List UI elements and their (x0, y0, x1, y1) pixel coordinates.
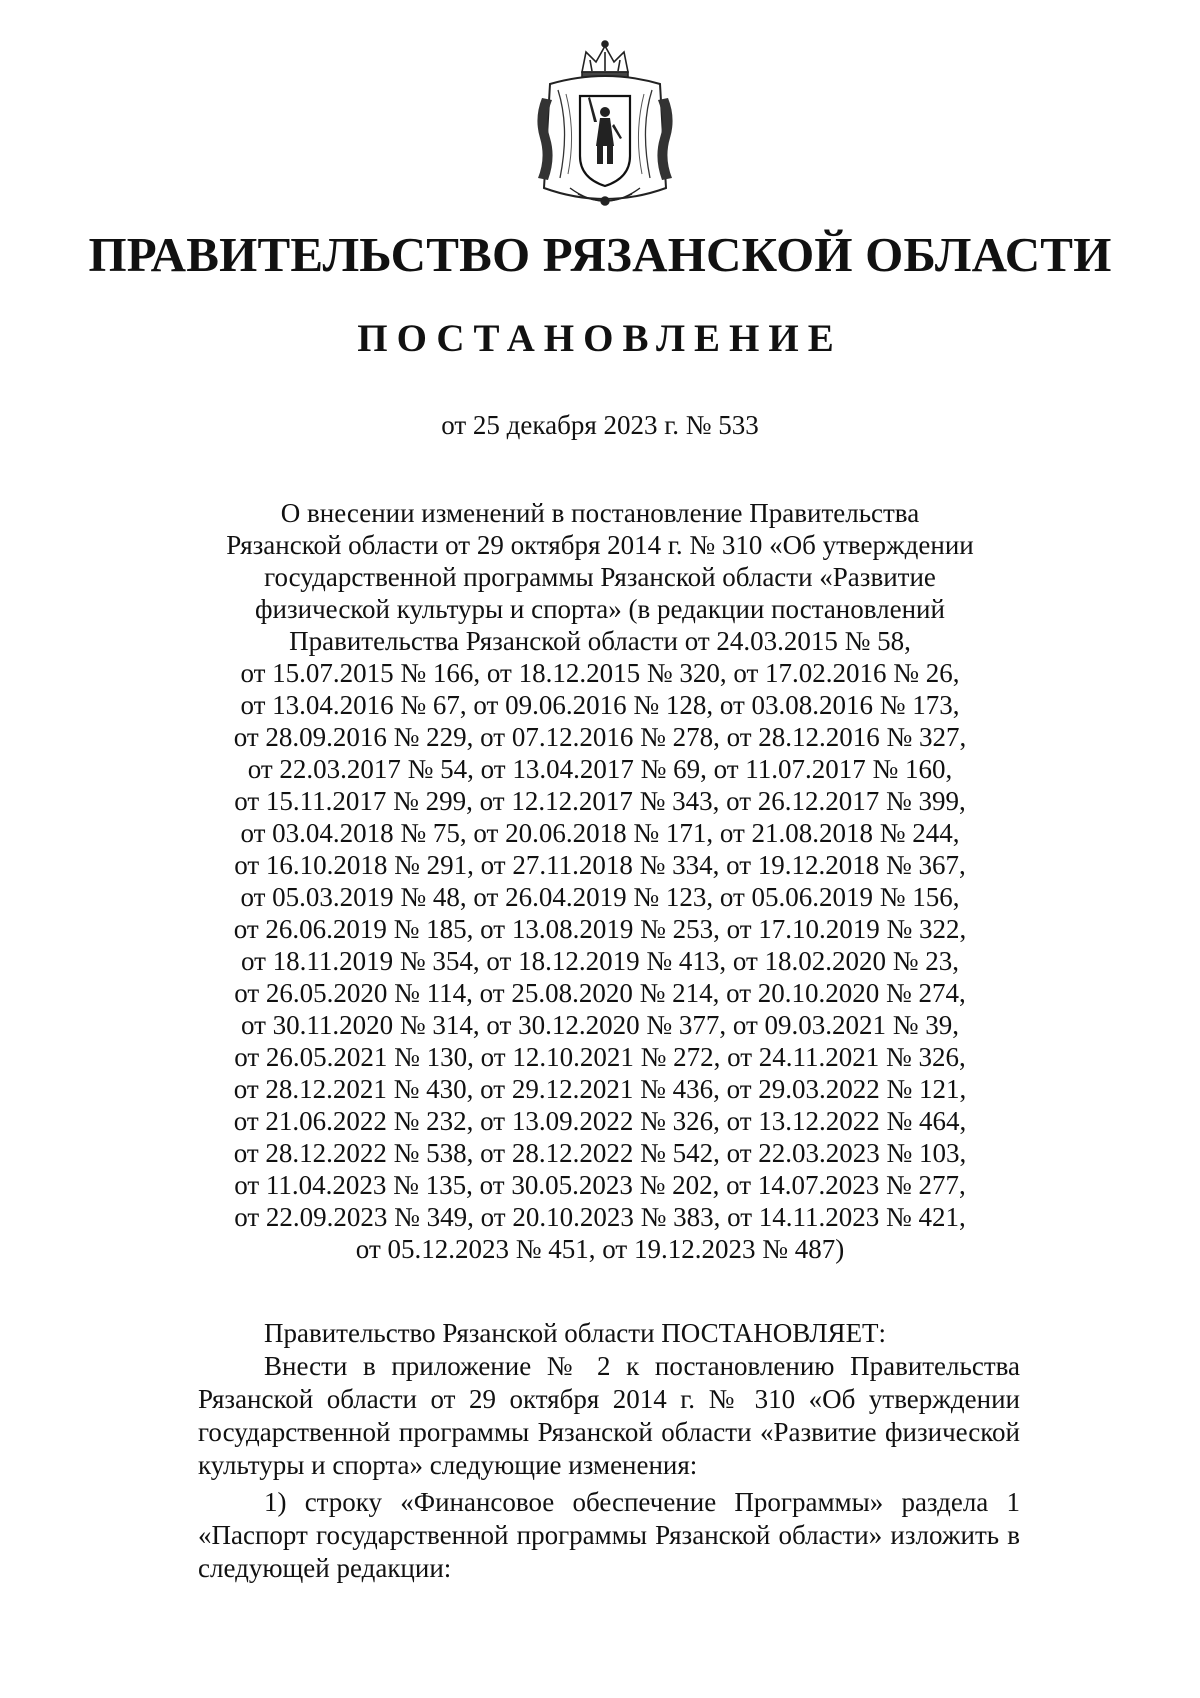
subject-line: от 26.05.2021 № 130, от 12.10.2021 № 272, от 24.11.2021 № 326, (234, 1042, 966, 1072)
subject-line: от 28.12.2021 № 430, от 29.12.2021 № 436, от 29.03.2022 № 121, (233, 1074, 967, 1104)
subject-line: О внесении изменений в постановление Правительства (280, 498, 920, 528)
document-date-number: от 25 декабря 2023 г. № 533 (441, 410, 759, 440)
subject-line: физической культуры и спорта» (в редакции постановлений (255, 594, 945, 624)
document-subject (180, 497, 1020, 1265)
subject-line: Правительства Рязанской области от 24.03.2015 № 58, (289, 626, 911, 656)
organization-title: ПРАВИТЕЛЬСТВО РЯЗАНСКОЙ ОБЛАСТИ (88, 227, 1112, 282)
amendment-paragraph: Внести в приложение № 2 к постановлению Правительства Рязанской области от 29 октября 2014 г. № 310 «Об утверждении государственной программы Рязанской области «Развитие физической культуры и спорта» следующие изменения: (198, 1351, 1020, 1480)
resolution-preamble: Правительство Рязанской области ПОСТАНОВЛЯЕТ: (264, 1318, 887, 1348)
subject-line: от 16.10.2018 № 291, от 27.11.2018 № 334, от 19.12.2018 № 367, (234, 850, 966, 880)
subject-line: государственной программы Рязанской области «Развитие (264, 562, 936, 592)
subject-line: от 05.12.2023 № 451, от 19.12.2023 № 487) (355, 1234, 845, 1264)
subject-line: от 03.04.2018 № 75, от 20.06.2018 № 171, от 21.08.2018 № 244, (240, 818, 960, 848)
coat-of-arms-icon (530, 38, 680, 216)
subject-line: Рязанской области от 29 октября 2014 г. № 310 «Об утверждении (226, 530, 974, 560)
subject-line: от 05.03.2019 № 48, от 26.04.2019 № 123, от 05.06.2019 № 156, (240, 882, 960, 912)
subject-line: от 11.04.2023 № 135, от 30.05.2023 № 202, от 14.07.2023 № 277, (234, 1170, 966, 1200)
document-body (198, 1317, 1020, 1585)
subject-line: от 15.07.2015 № 166, от 18.12.2015 № 320, от 17.02.2016 № 26, (240, 658, 960, 688)
subject-line: от 22.03.2017 № 54, от 13.04.2017 № 69, от 11.07.2017 № 160, (247, 754, 953, 784)
subject-line: от 26.06.2019 № 185, от 13.08.2019 № 253, от 17.10.2019 № 322, (233, 914, 967, 944)
subject-line: от 28.09.2016 № 229, от 07.12.2016 № 278, от 28.12.2016 № 327, (233, 722, 967, 752)
subject-line: от 26.05.2020 № 114, от 25.08.2020 № 214, от 20.10.2020 № 274, (234, 978, 966, 1008)
subject-line: от 21.06.2022 № 232, от 13.09.2022 № 326, от 13.12.2022 № 464, (233, 1106, 967, 1136)
subject-line: от 13.04.2016 № 67, от 09.06.2016 № 128, от 03.08.2016 № 173, (240, 690, 960, 720)
subject-line: от 18.11.2019 № 354, от 18.12.2019 № 413, от 18.02.2020 № 23, (240, 946, 960, 976)
subject-line: от 15.11.2017 № 299, от 12.12.2017 № 343, от 26.12.2017 № 399, (234, 786, 966, 816)
document-type-heading: ПОСТАНОВЛЕНИЕ (357, 317, 843, 360)
subject-line: от 22.09.2023 № 349, от 20.10.2023 № 383, от 14.11.2023 № 421, (234, 1202, 966, 1232)
subject-line: от 30.11.2020 № 314, от 30.12.2020 № 377, от 09.03.2021 № 39, (240, 1010, 960, 1040)
subject-line: от 28.12.2022 № 538, от 28.12.2022 № 542, от 22.03.2023 № 103, (233, 1138, 967, 1168)
amendment-item-1: 1) строку «Финансовое обеспечение Программы» раздела 1 «Паспорт государственной программы Рязанской области» изложить в следующей редакции: (198, 1487, 1020, 1583)
